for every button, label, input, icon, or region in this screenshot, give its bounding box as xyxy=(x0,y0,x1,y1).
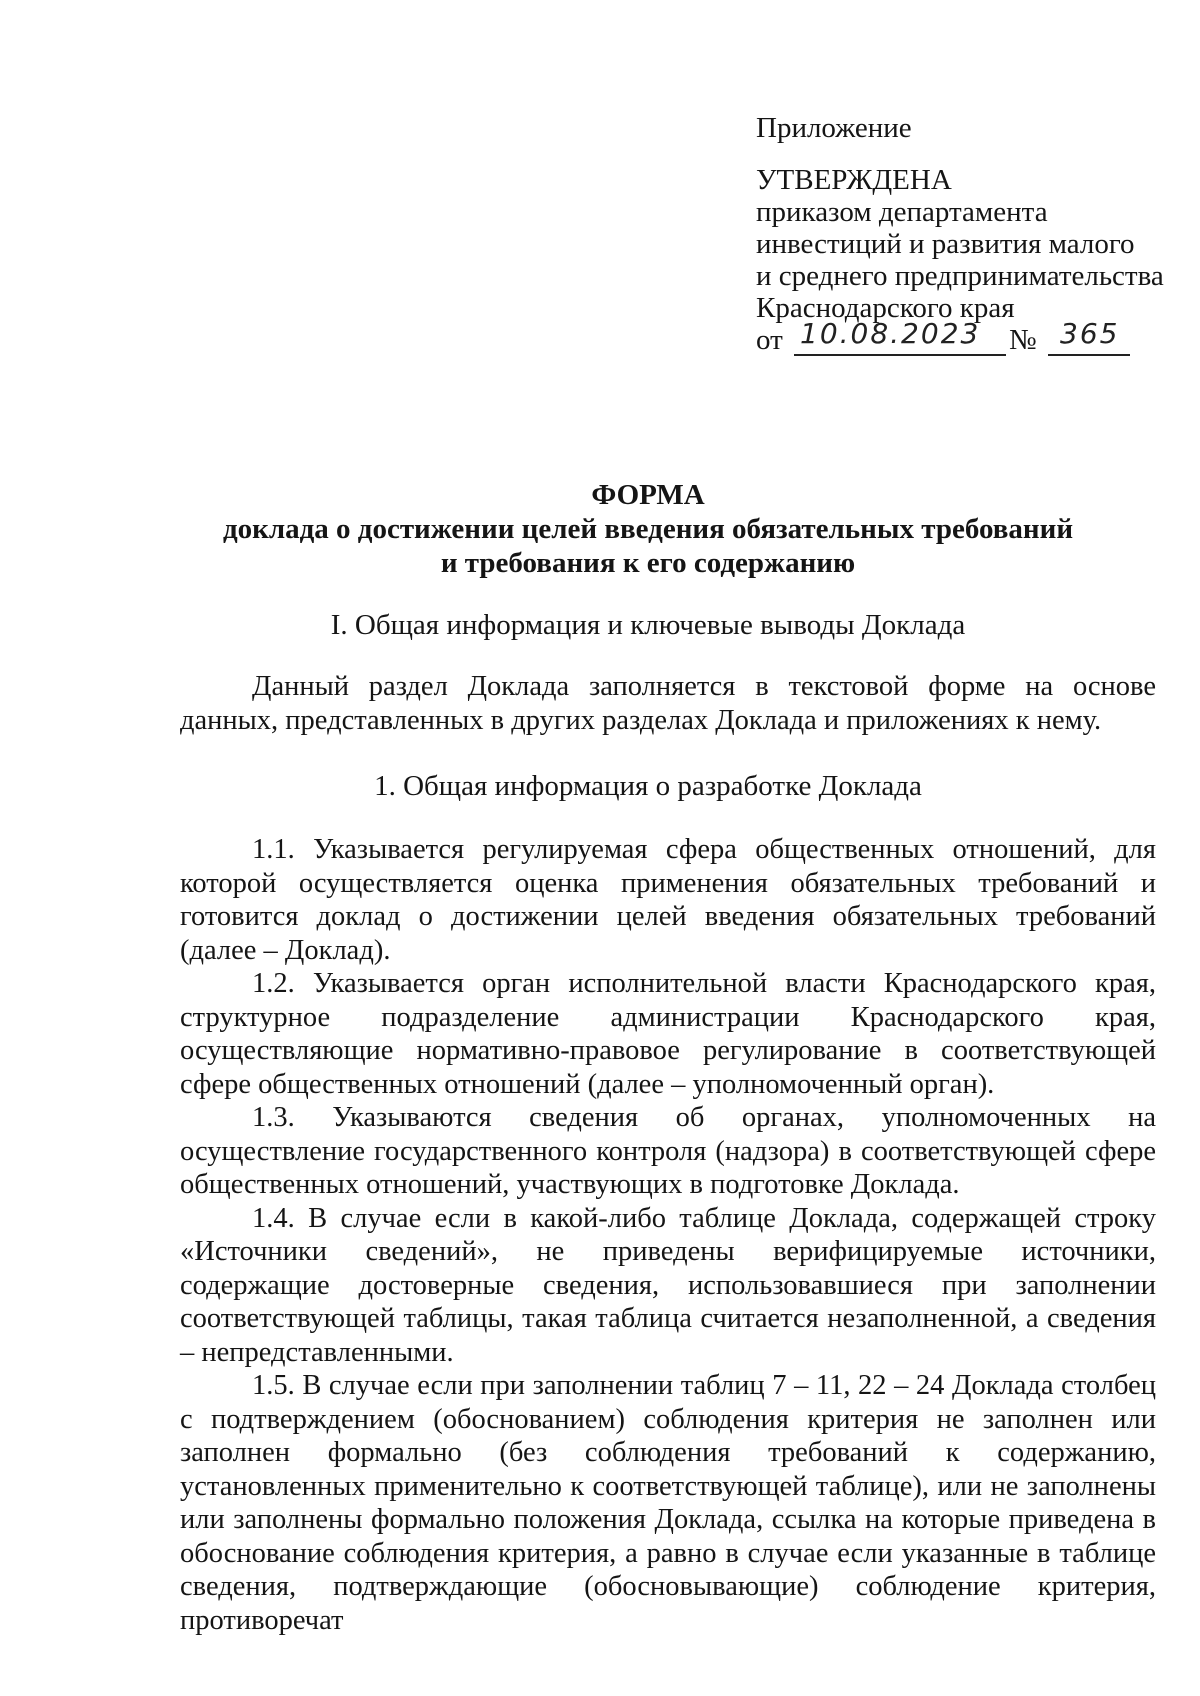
approval-line: Краснодарского края xyxy=(756,292,1015,324)
paragraph-1-4: 1.4. В случае если в какой-либо таблице Доклада, содержащей строку «Источники сведений», не приведены верифицируемые источники, содержащие достоверные сведения, использовавшиеся при заполнении соответствующей таблицы, такая таблица считается незаполненной, а сведения – непредставленными. xyxy=(180,1202,1156,1368)
appendix-label: Приложение xyxy=(756,112,912,144)
appendix-block xyxy=(756,112,1176,358)
paragraph-1-2: 1.2. Указывается орган исполнительной власти Краснодарского края, структурное подразделение администрации Краснодарского края, осуществляющие нормативно-правовое регулирование в соответствующей сфере общественных отношений (далее – уполномоченный орган). xyxy=(180,968,1156,1100)
paragraph-1-1: 1.1. Указывается регулируемая сфера общественных отношений, для которой осуществляется оценка применения обязательных требований и готовится доклад о достижении целей введения обязательных требований (далее – Доклад). xyxy=(180,834,1156,966)
date-prefix: от xyxy=(756,324,783,356)
handwritten-date: 10.08.2023 xyxy=(800,317,981,350)
paragraph-1-3: 1.3. Указываются сведения об органах, уполномоченных на осуществление государственного контроля (надзора) в соответствующей сфере общественных отношений, участвующих в подготовке Доклада. xyxy=(180,1102,1156,1200)
number-sign: № xyxy=(1009,324,1037,356)
section-heading: I. Общая информация и ключевые выводы Доклада xyxy=(330,609,966,641)
order-number-field xyxy=(1048,317,1130,356)
form-subtitle-line1: доклада о достижении целей введения обязательных требований xyxy=(222,513,1074,545)
approval-line: инвестиций и развития малого xyxy=(756,228,1135,260)
approval-line: приказом департамента xyxy=(756,196,1048,228)
form-subtitle-line2: и требования к его содержанию xyxy=(440,547,856,579)
order-date-number-row xyxy=(756,317,1176,358)
order-date-field xyxy=(794,317,1006,356)
approved-heading: УТВЕРЖДЕНА xyxy=(756,164,952,196)
handwritten-number: 365 xyxy=(1060,317,1120,350)
section-intro xyxy=(180,670,1156,737)
approval-line: и среднего предпринимательства xyxy=(756,260,1164,292)
form-title: ФОРМА xyxy=(591,479,705,511)
subsection-body xyxy=(180,833,1156,1637)
paragraph-1-5: 1.5. В случае если при заполнении таблиц 7 – 11, 22 – 24 Доклада столбец с подтверждением (обоснованием) соблюдения критерия не заполнен или заполнен формально (без соблюдения требований к содержанию, установленных применительно к соответствующей таблице), или не заполнены или заполнены формально положения Доклада, ссылка на которые приведена в обоснование соблюдения критерия, а равно в случае если указанные в таблице сведения, подтверждающие (обосновывающие) соблюдение критерия, противоречат xyxy=(180,1370,1156,1636)
intro-paragraph: Данный раздел Доклада заполняется в текстовой форме на основе данных, представленных в других разделах Доклада и приложениях к нему. xyxy=(180,671,1156,736)
subsection-heading: 1. Общая информация о разработке Доклада xyxy=(374,770,922,802)
